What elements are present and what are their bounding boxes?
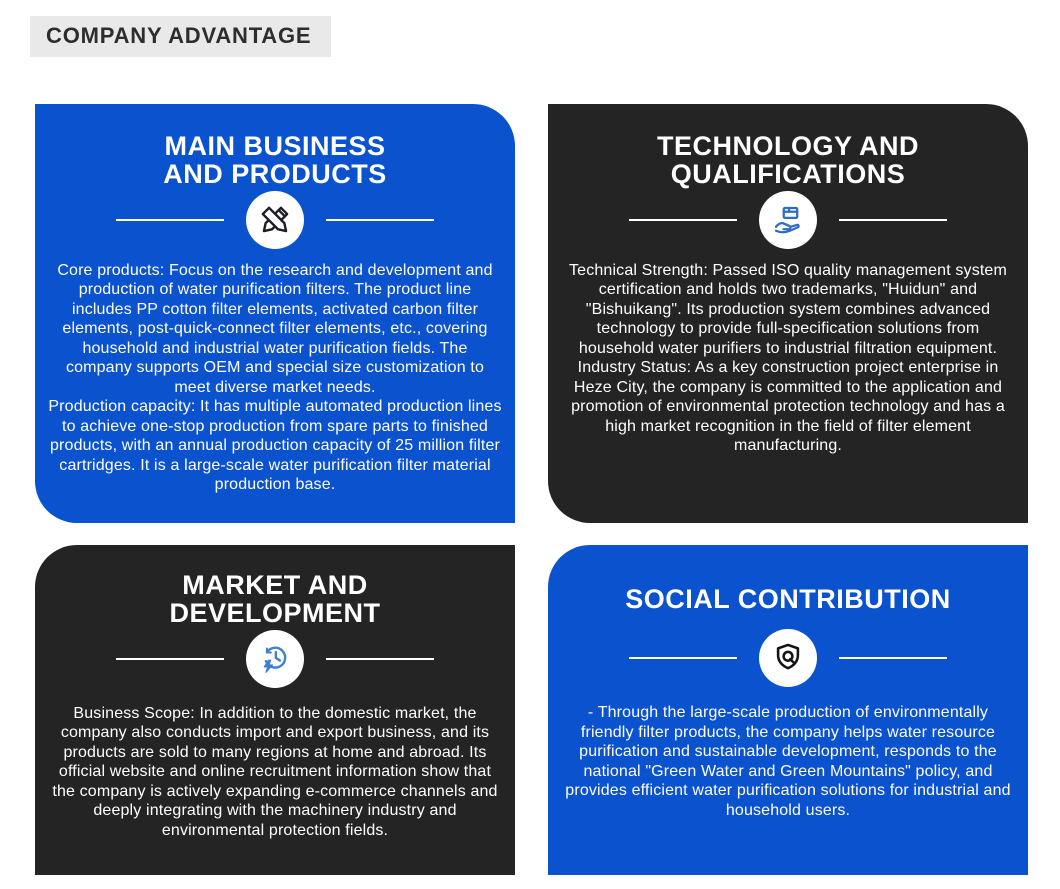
divider-line (116, 658, 224, 660)
card-title (560, 571, 1016, 627)
divider-line (629, 657, 737, 659)
title-line: MAIN BUSINESS (164, 131, 386, 161)
card-technology-qualifications (548, 104, 1028, 523)
icon-divider-row (548, 629, 1028, 687)
divider-line (839, 219, 947, 221)
card-body (48, 261, 502, 495)
card-social-contribution (548, 545, 1028, 875)
title-line: QUALIFICATIONS (670, 159, 906, 190)
icon-divider-row (548, 191, 1028, 249)
icon-divider-row (35, 191, 515, 249)
paragraph: Industry Status: As a key construction project enterprise in Heze City, the company is committed to the application and promotion of environmental protection technology and has a high market recognition in the field of filter element manufacturing. (571, 359, 1005, 455)
divider-line (116, 219, 224, 221)
hand-box-icon (759, 191, 817, 249)
title-line: DEVELOPMENT (169, 598, 381, 629)
card-market-development (35, 545, 515, 875)
card-title (47, 132, 503, 189)
paragraph: Business Scope: In addition to the domestic market, the company also conducts import and export business, and its products are sold to many regions at home and abroad. Its official website and online recruitment information show that the company is actively expanding e-commerce channels and deeply integrating with the machinery industry and environmental protection fields. (52, 704, 498, 839)
divider-line (839, 657, 947, 659)
divider-line (326, 658, 434, 660)
card-main-business (35, 104, 515, 523)
page-title-badge (30, 16, 331, 57)
title-line: MARKET AND (182, 570, 368, 600)
divider-line (629, 219, 737, 221)
paragraph: Production capacity: It has multiple automated production lines to achieve one-stop production from spare parts to finished products, with an annual production capacity of 25 million filter cartridges. It is a large-scale water purification filter material production base. (48, 398, 502, 494)
card-body (561, 703, 1015, 820)
divider-line (326, 219, 434, 221)
crossed-pens-icon (246, 191, 304, 249)
card-body (561, 261, 1015, 456)
paragraph: Core products: Focus on the research and development and production of water purification filters. The product line includes PP cotton filter elements, activated carbon filter elements, post-quick-connect filter elements, etc., covering household and industrial water purification fields. The company supports OEM and special size customization to meet diverse market needs. (57, 261, 493, 396)
card-title (47, 571, 503, 628)
shield-q-icon (759, 629, 817, 687)
title-line: SOCIAL CONTRIBUTION (625, 583, 951, 614)
icon-divider-row (35, 630, 515, 688)
title-line: TECHNOLOGY AND (656, 131, 919, 161)
card-body (48, 704, 502, 841)
page-title: COMPANY ADVANTAGE (46, 23, 312, 48)
time-bolt-icon (246, 630, 304, 688)
paragraph: - Through the large-scale production of environmentally friendly filter products, the company helps water resource purification and sustainable development, responds to the national "Green Water and Green Mountains" policy, and provides efficient water purification solutions for industrial and household users. (565, 704, 1011, 819)
paragraph: Technical Strength: Passed ISO quality management system certification and holds two trademarks, "Huidun" and "Bishuikang". Its production system combines advanced technology to provide full-specification solutions from household water purifiers to industrial filtration equipment. (569, 261, 1007, 357)
title-line: AND PRODUCTS (163, 159, 387, 190)
card-title (560, 132, 1016, 189)
